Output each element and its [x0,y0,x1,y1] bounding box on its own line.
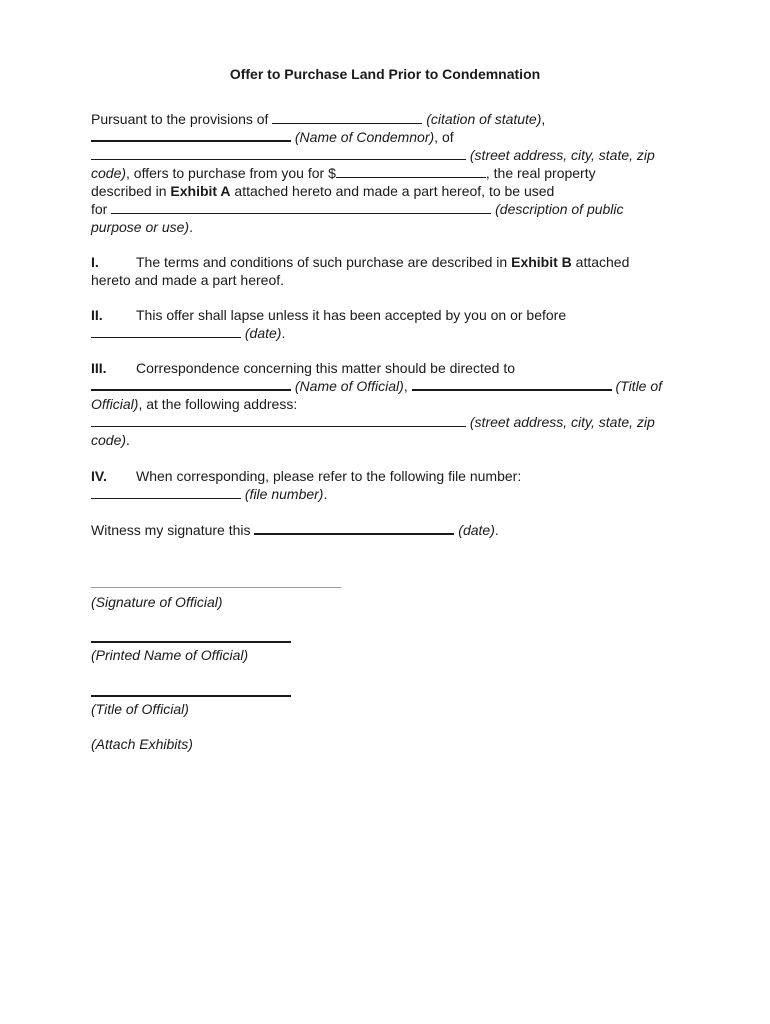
correspondence-address-hint-b: code) [91,432,127,448]
section-4: IV. When corresponding, please refer to the following file number: (file number). [91,468,522,502]
intro-described-text: described in [91,183,171,199]
purpose-hint-a: (description of public [495,201,624,217]
intro-paragraph: Pursuant to the provisions of (citation of statute), (Name of Condemnor), of (street address, city, state, zip code), offers to purchase from you for $ , the real property described in Exhibit A attached hereto and made a part hereof, to be used for (description of public purpose or use). [91,111,655,235]
correspondence-address-hint-a: (street address, city, state, zip [469,414,655,430]
section-3-number: III. [91,360,107,376]
citation-hint: (citation of statute) [426,111,542,127]
official-name-blank[interactable] [91,377,291,391]
signature-label: (Signature of Official) [91,594,223,610]
witness-date-blank[interactable] [254,521,454,535]
document-title: Offer to Purchase Land Prior to Condemnation [229,66,541,82]
official-title-hint-b: Official) [91,396,139,412]
section-2-text-a: This offer shall lapse unless it has been accepted by you on or before [136,307,567,323]
title-label: (Title of Official) [91,701,189,717]
official-name-hint: (Name of Official) [294,378,404,394]
intro-of-text: , of [434,129,454,145]
section-3: III. Correspondence concerning this matter should be directed to (Name of Official), (Title of Official), at the following address: (street address, city, state, zip code). [91,360,663,448]
attach-exhibits-label: (Attach Exhibits) [91,736,193,752]
section-4-number: IV. [91,468,107,484]
section-3-text-a: Correspondence concerning this matter should be directed to [136,360,515,376]
condemnor-blank[interactable] [91,128,291,142]
lapse-date-blank[interactable] [91,325,241,338]
witness-date-hint: (date) [458,522,495,538]
intro-offers-text: , offers to purchase from you for $ [126,165,336,181]
purpose-hint-b: purpose or use) [91,219,190,235]
section-1-text-b: attached [571,254,630,270]
citation-blank[interactable] [272,111,422,124]
property-address-hint-a: (street address, city, state, zip [469,147,655,163]
condemnor-hint: (Name of Condemnor) [294,129,435,145]
witness-text: Witness my signature this [91,522,255,538]
file-number-hint: (file number) [244,486,324,502]
price-blank[interactable] [336,165,486,178]
section-1-number: I. [91,254,99,270]
section-4-text-a: When corresponding, please refer to the following file number: [136,468,522,484]
intro-pursuant-text: Pursuant to the provisions of [91,111,273,127]
printed-name-line[interactable] [91,641,291,643]
section-1 [91,253,691,289]
witness-line: Witness my signature this (date). [91,522,499,538]
intro-attached-text: attached hereto and made a part hereof, to be used [230,183,555,199]
printed-name-label: (Printed Name of Official) [91,647,249,663]
property-address-blank[interactable] [91,147,466,160]
section-1-text-a: The terms and conditions of such purchase are described in [136,254,512,270]
property-address-hint-b: code) [91,165,127,181]
file-number-blank[interactable] [91,486,241,499]
exhibit-a-label: Exhibit A [170,183,231,199]
lapse-date-hint: (date) [244,325,282,341]
official-title-blank[interactable] [412,377,612,391]
purpose-blank[interactable] [111,201,491,214]
correspondence-address-blank[interactable] [91,414,466,427]
official-title-hint-a: (Title of [615,378,663,394]
section-2: II. This offer shall lapse unless it has been accepted by you on or before (date). [91,307,567,341]
intro-for-text: for [91,201,112,217]
title-line[interactable] [91,695,291,697]
section-3-following-text: , at the following address: [138,396,298,412]
section-1-text-c: hereto and made a part hereof. [91,272,285,288]
exhibit-b-label: Exhibit B [511,254,572,270]
signature-line[interactable] [91,587,341,588]
section-2-number: II. [91,307,103,323]
intro-real-property-text: , the real property [485,165,596,181]
